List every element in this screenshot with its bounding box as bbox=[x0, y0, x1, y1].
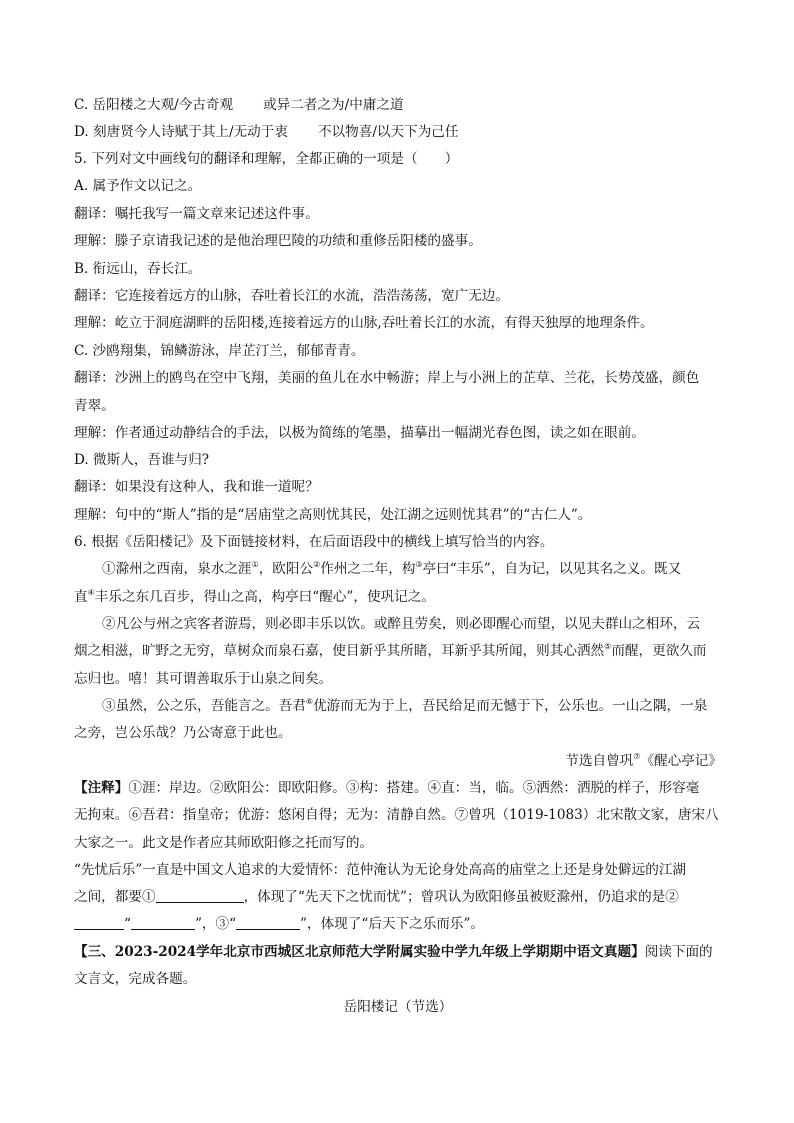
footnote-marker: ① bbox=[251, 560, 259, 569]
footnote-marker: ③ bbox=[415, 560, 423, 569]
passage-para2-line1: ②凡公与州之宾客者游焉，则必即丰乐以饮。或醉且劳矣，则必即醒心而望，以见夫群山之相环，云 bbox=[102, 616, 701, 632]
section-3-heading bbox=[74, 941, 722, 963]
q5-c-translation-line1: 翻译：沙洲上的鸥鸟在空中飞翔，美丽的鱼儿在水中畅游；岸上与小洲上的芷草、兰花，长势茂盛，颜色 bbox=[74, 370, 700, 386]
fill-l3-text-a: “ bbox=[124, 916, 131, 932]
question-5: 5. 下列对文中画线句的翻译和理解，全都正确的一项是（ ） bbox=[74, 151, 459, 167]
option-d-line bbox=[74, 121, 722, 143]
q5-b-translation: 翻译：它连接着远方的山脉，吞吐着长江的水流，浩浩荡荡，宽广无边。 bbox=[74, 288, 509, 304]
notes-line1 bbox=[74, 777, 722, 799]
p1-text-d: 亭曰“丰乐”，自为记，以见其名之义。既又 bbox=[422, 561, 682, 577]
fill-blank-line3 bbox=[74, 913, 722, 935]
q5-a-translation: 翻译：嘱托我写一篇文章来记述这件事。 bbox=[74, 206, 319, 222]
fill-blank-line2 bbox=[74, 886, 722, 908]
footnote-marker: ④ bbox=[87, 588, 95, 597]
passage-title: 岳阳楼记（节选） bbox=[343, 999, 453, 1015]
answer-blank-2-lead[interactable] bbox=[74, 915, 124, 930]
option-c-left: C. 岳阳楼之大观/今古奇观 bbox=[74, 97, 234, 113]
p2-l2-text-a: 烟之相滋，旷野之无穷，草树众而泉石嘉，使目新乎其所睹，耳新乎其所闻，则其心洒然 bbox=[74, 643, 605, 659]
notes-label: 【注释】 bbox=[74, 780, 129, 796]
option-c-line bbox=[74, 94, 722, 116]
option-d-left: D. 刻唐贤今人诗赋于其上/无动于衷 bbox=[74, 124, 288, 140]
option-c-right: 或异二者之为/中庸之道 bbox=[263, 97, 404, 113]
footnote-marker: ⑦ bbox=[633, 752, 641, 761]
fill-l2-text-a: 之间，都要① bbox=[74, 889, 156, 905]
q5-c-understanding: 理解：作者通过动静结合的手法，以极为简练的笔墨，描摹出一幅湖光春色图，读之如在眼前。 bbox=[74, 425, 645, 441]
q5-d-translation: 翻译：如果没有这种人，我和谁一道呢？ bbox=[74, 479, 319, 495]
q5-d-understanding: 理解：句中的“斯人”指的是“居庙堂之高则忧其民，处江湖之远则忧其君”的“古仁人”。 bbox=[74, 507, 592, 523]
p1-l2-text-b: 丰乐之东几百步，得山之高，构亭曰“醒心”，使巩记之。 bbox=[94, 589, 435, 605]
answer-blank-3[interactable] bbox=[236, 915, 300, 930]
p1-text-b: ，欧阳公 bbox=[258, 561, 314, 577]
section-3-line2: 文言文，完成各题。 bbox=[74, 971, 197, 987]
q5-option-c: C. 沙鸥翔集，锦鳞游泳，岸芷汀兰，郁郁青青。 bbox=[74, 343, 365, 359]
source-text-a: 节选自曾巩 bbox=[565, 753, 634, 769]
option-d-right: 不以物喜/以天下为己任 bbox=[317, 124, 459, 140]
footnote-marker: ⑤ bbox=[604, 642, 612, 651]
q5-option-b: B. 衔远山，吞长江。 bbox=[74, 261, 202, 277]
q5-a-understanding: 理解：滕子京请我记述的是他治理巴陵的功绩和重修岳阳楼的盛事。 bbox=[74, 233, 482, 249]
notes-line3: 大家之一。此文是作者应其师欧阳修之托而写的。 bbox=[74, 835, 374, 851]
passage-para2-line2 bbox=[74, 640, 722, 662]
passage-para3-line2: 之旁，岂公乐哉？乃公寄意于此也。 bbox=[74, 725, 292, 741]
fill-blank-line1: “先忧后乐”一直是中国文人追求的大爱情怀：范仲淹认为无论身处高高的庙堂之上还是身处僻远的江湖 bbox=[74, 862, 687, 878]
source-text-b: 《醒心亭记》 bbox=[640, 753, 722, 769]
fill-l3-text-c: ”，体现了“后天下之乐而乐”。 bbox=[300, 916, 485, 932]
footnote-marker: ⑥ bbox=[305, 697, 314, 706]
q5-b-understanding: 理解：屹立于洞庭湖畔的岳阳楼,连接着远方的山脉,吞吐着长江的水流，有得天独厚的地理条件。 bbox=[74, 315, 654, 331]
p1-text-a: ①滁州之西南，泉水之涯 bbox=[102, 561, 252, 577]
p1-text-c: 作州之二年，构 bbox=[320, 561, 416, 577]
p2-l2-text-b: 而醒，更欲久而 bbox=[611, 643, 707, 659]
source-attribution bbox=[74, 750, 722, 772]
passage-para3-line1 bbox=[102, 695, 722, 717]
passage-para2-line3: 忘归也。嘻！其可谓善取乐于山泉之间矣。 bbox=[74, 671, 333, 687]
question-6: 6. 根据《岳阳楼记》及下面链接材料，在后面语段中的横线上填写恰当的内容。 bbox=[74, 534, 554, 550]
passage-para1-line1 bbox=[102, 558, 722, 580]
section-3-title: 【三、2023-2024学年北京市西城区北京师范大学附属实验中学九年级上学期期中语文真题】 bbox=[74, 944, 645, 960]
notes-line2: 无拘束。⑥吾君：指皇帝；优游：悠闲自得；无为：清静自然。⑦曾巩（1019-1083）北宋散文家，唐宋八 bbox=[74, 807, 719, 823]
answer-blank-1[interactable] bbox=[156, 888, 244, 903]
p1-l2-text-a: 直 bbox=[74, 589, 88, 605]
fill-l3-text-b: ”，③“ bbox=[194, 916, 237, 932]
p3-text-a: ③虽然，公之乐，吾能言之。吾君 bbox=[102, 698, 306, 714]
p3-text-b: 优游而无为于上，吾民给足而无憾于下，公乐也。一山之隅，一泉 bbox=[313, 698, 708, 714]
q5-option-d: D. 微斯人，吾谁与归? bbox=[74, 452, 210, 468]
notes-text: ①涯：岸边。②欧阳公：即欧阳修。③构：搭建。④直：当，临。⑤洒然：洒脱的样子，形容毫 bbox=[128, 780, 700, 796]
q5-option-a: A. 属予作文以记之。 bbox=[74, 178, 202, 194]
q5-c-translation-line2: 青翠。 bbox=[74, 398, 115, 414]
fill-l2-text-b: ，体现了“先天下之忧而忧”；曾巩认为欧阳修虽被贬滁州，仍追求的是② bbox=[243, 889, 679, 905]
footnote-marker: ② bbox=[313, 560, 321, 569]
answer-blank-2[interactable] bbox=[131, 915, 195, 930]
passage-para1-line2 bbox=[74, 586, 722, 608]
section-3-instruction: 阅读下面的 bbox=[644, 944, 713, 960]
